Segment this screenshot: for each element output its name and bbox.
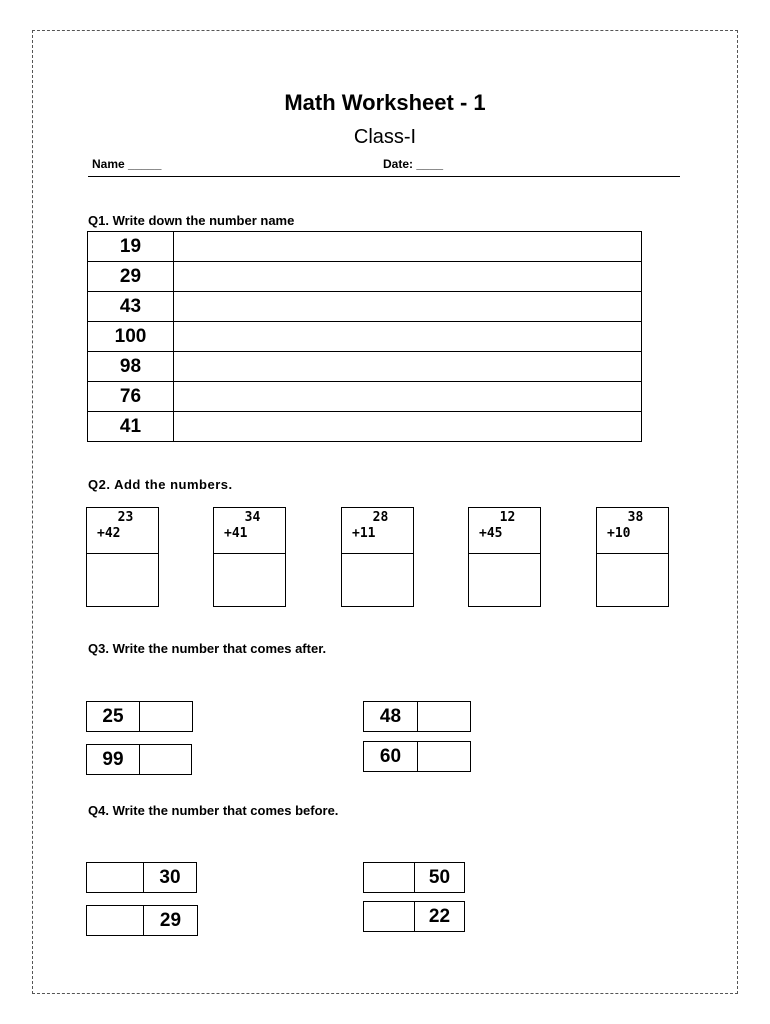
addition-problem — [214, 508, 285, 554]
q4-label: Q4. Write the number that comes before. — [88, 803, 339, 818]
q1-number: 100 — [88, 322, 174, 352]
addend-top: 38 — [627, 510, 644, 525]
before-number-box — [363, 901, 465, 932]
addition-answer-cell[interactable] — [342, 554, 413, 607]
table-row — [88, 232, 642, 262]
q1-answer-cell[interactable] — [174, 412, 642, 442]
q1-number: 29 — [88, 262, 174, 292]
q1-number: 19 — [88, 232, 174, 262]
before-number-box — [86, 905, 198, 936]
q1-answer-cell[interactable] — [174, 322, 642, 352]
answer-cell[interactable] — [364, 863, 415, 892]
page-title: Math Worksheet - 1 — [284, 90, 486, 115]
answer-cell[interactable] — [87, 863, 144, 892]
q1-number: 41 — [88, 412, 174, 442]
after-number-box — [86, 701, 193, 732]
addition-box — [596, 507, 669, 607]
after-number-box — [86, 744, 192, 775]
answer-cell[interactable] — [140, 702, 192, 731]
addend-bottom: +11 — [352, 526, 376, 541]
given-number: 22 — [428, 905, 451, 927]
before-number-box — [363, 862, 465, 893]
addend-top: 23 — [117, 510, 134, 525]
addition-box — [341, 507, 414, 607]
header-divider — [88, 176, 680, 177]
given-number: 99 — [87, 745, 140, 774]
q1-answer-cell[interactable] — [174, 262, 642, 292]
addition-problem — [342, 508, 413, 554]
addition-answer-cell[interactable] — [214, 554, 285, 607]
answer-cell[interactable] — [140, 745, 191, 774]
table-row — [88, 262, 642, 292]
answer-cell[interactable] — [418, 702, 470, 731]
q1-number-name-table — [87, 231, 642, 442]
table-row — [88, 292, 642, 322]
table-row — [88, 352, 642, 382]
addition-problem — [597, 508, 668, 554]
addition-box — [213, 507, 286, 607]
table-row — [88, 382, 642, 412]
given-number: 48 — [364, 702, 418, 731]
q1-label: Q1. Write down the number name — [88, 213, 295, 228]
addition-answer-cell[interactable] — [597, 554, 668, 607]
addend-bottom: +45 — [479, 526, 503, 541]
answer-cell[interactable] — [418, 742, 470, 771]
date-field-label: Date: ____ — [383, 157, 444, 171]
q3-label: Q3. Write the number that comes after. — [88, 641, 327, 656]
answer-cell[interactable] — [87, 906, 144, 935]
before-number-box — [86, 862, 197, 893]
addend-top: 34 — [244, 510, 261, 525]
addend-bottom: +10 — [607, 526, 631, 541]
given-number: 29 — [159, 909, 182, 931]
addition-problem — [469, 508, 540, 554]
given-number: 60 — [364, 742, 418, 771]
q2-label: Q2. Add the numbers. — [88, 477, 233, 492]
addition-answer-cell[interactable] — [87, 554, 158, 607]
q1-answer-cell[interactable] — [174, 382, 642, 412]
q1-number: 98 — [88, 352, 174, 382]
q1-number: 76 — [88, 382, 174, 412]
q1-answer-cell[interactable] — [174, 352, 642, 382]
addition-answer-cell[interactable] — [469, 554, 540, 607]
addend-bottom: +42 — [97, 526, 121, 541]
answer-cell[interactable] — [364, 902, 415, 931]
addend-bottom: +41 — [224, 526, 248, 541]
q1-number: 43 — [88, 292, 174, 322]
given-number: 50 — [428, 866, 451, 888]
addend-top: 12 — [499, 510, 516, 525]
table-row — [88, 322, 642, 352]
page-subtitle: Class-I — [353, 126, 417, 148]
q1-answer-cell[interactable] — [174, 232, 642, 262]
addition-problem — [87, 508, 158, 554]
name-field-label: Name _____ — [92, 157, 162, 171]
given-number: 25 — [87, 702, 140, 731]
after-number-box — [363, 741, 471, 772]
addition-box — [86, 507, 159, 607]
given-number: 30 — [159, 866, 181, 888]
table-row — [88, 412, 642, 442]
after-number-box — [363, 701, 471, 732]
addition-box — [468, 507, 541, 607]
addend-top: 28 — [372, 510, 389, 525]
q1-answer-cell[interactable] — [174, 292, 642, 322]
